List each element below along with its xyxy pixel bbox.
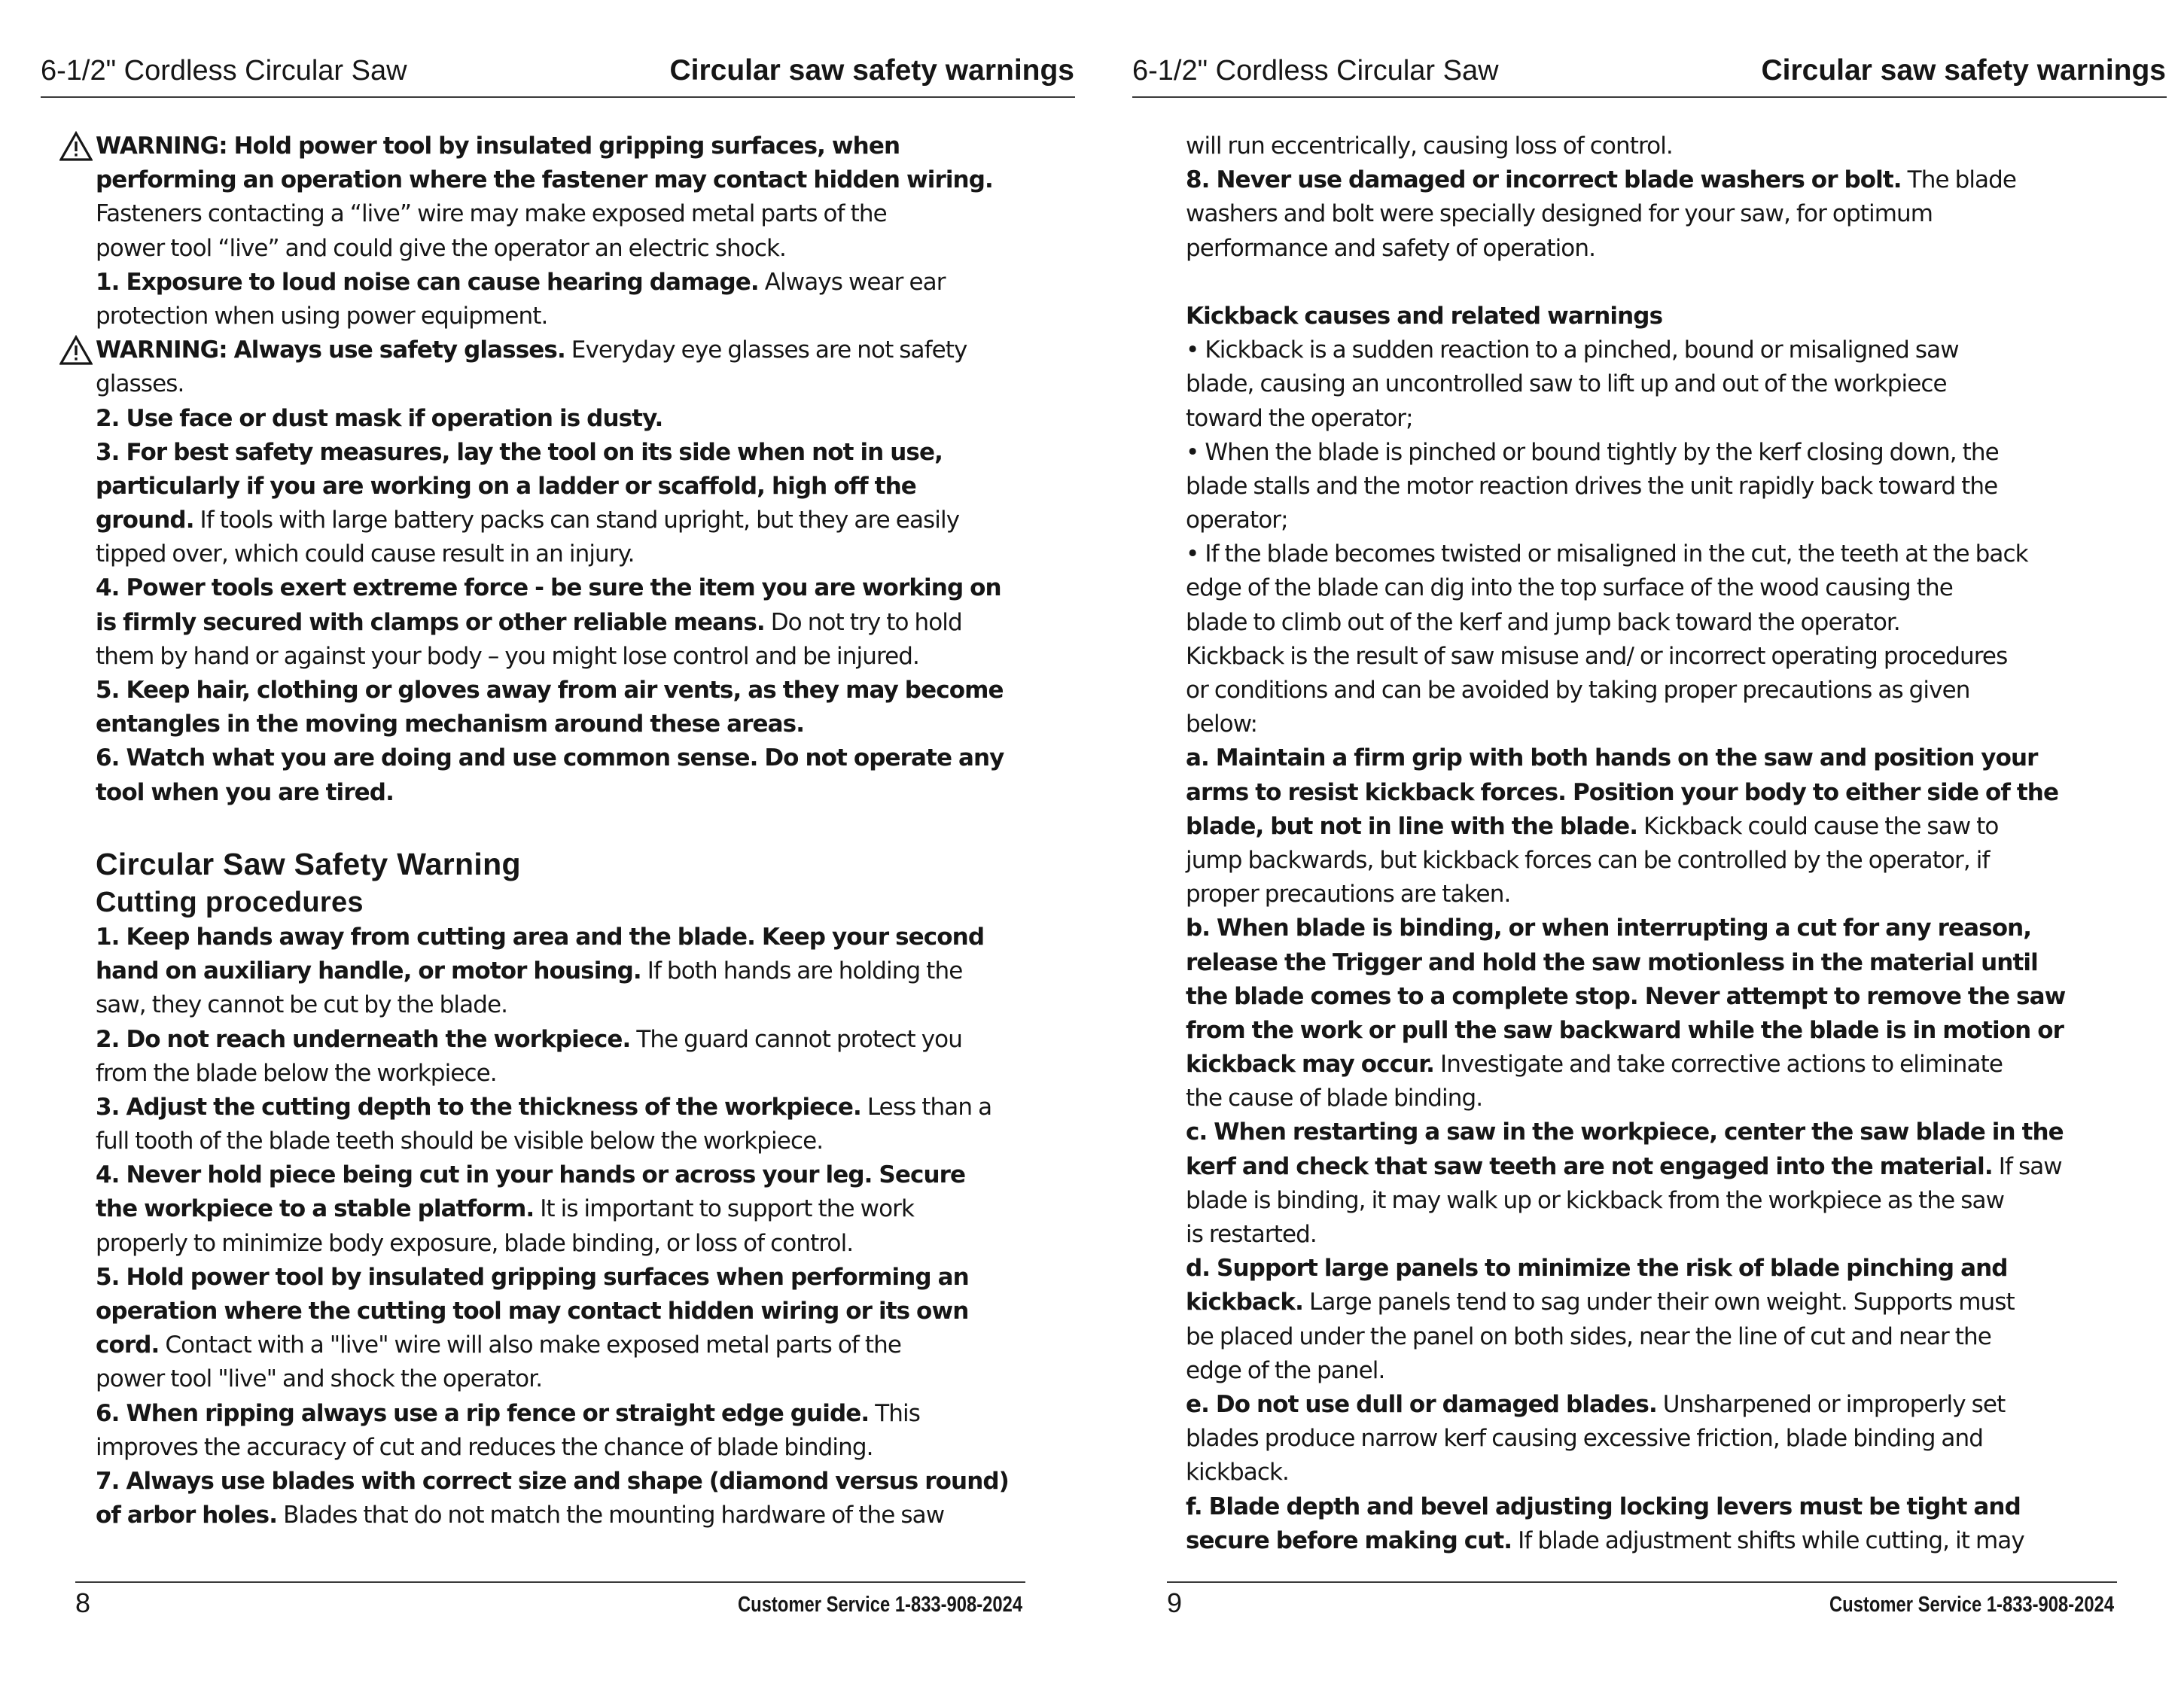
text-line: [96, 129, 1009, 163]
text-line: [1186, 741, 2065, 775]
text-line: [1186, 1524, 2065, 1558]
bold-run: performing an operation where the fastener may contact hidden wiring.: [96, 166, 993, 194]
text-line: [1186, 980, 2065, 1014]
text-line: [96, 640, 1009, 674]
bold-run: 7. Always use blades with correct size and shape (diamond versus round): [96, 1467, 1009, 1495]
text-line: [1186, 504, 2065, 537]
text-line: [96, 571, 1009, 605]
text-line: [96, 436, 1009, 470]
right-page: [1092, 0, 2183, 1689]
bold-run: a. Maintain a firm grip with both hands on the saw and position your: [1186, 744, 2038, 772]
bold-run: WARNING: Hold power tool by insulated gripping surfaces, when: [96, 132, 900, 160]
text-line: [1186, 470, 2065, 504]
text-line: [96, 606, 1009, 640]
bold-run: 8. Never use damaged or incorrect blade washers or bolt.: [1186, 166, 1902, 194]
text-line: [1186, 266, 2065, 300]
text-run: the cause of blade binding.: [1186, 1085, 1483, 1112]
text-run: be placed under the panel on both sides, near the line of cut and near the: [1186, 1322, 1991, 1350]
text-line: [1186, 367, 2065, 401]
text-run: properly to minimize body exposure, blade binding, or loss of control.: [96, 1229, 854, 1257]
bold-run: secure before making cut.: [1186, 1526, 1512, 1554]
footer-rule: [1167, 1581, 2117, 1583]
bold-run: cord.: [96, 1331, 160, 1359]
bold-run: kickback.: [1186, 1289, 1304, 1316]
text-line: [96, 1362, 1009, 1396]
text-run: power tool "live" and shock the operator.: [96, 1365, 543, 1393]
section-subtitle: Cutting procedures: [96, 886, 364, 918]
bold-run: particularly if you are working on a ladder or scaffold, high off the: [96, 472, 916, 500]
bold-run: 2. Use face or dust mask if operation is dusty.: [96, 404, 663, 432]
bold-run: the workpiece to a stable platform.: [96, 1195, 535, 1223]
text-line: [96, 1431, 1009, 1465]
text-line: [1186, 1422, 2065, 1456]
text-line: [96, 232, 1009, 266]
text-line: [96, 537, 1009, 571]
bold-run: ground.: [96, 507, 194, 534]
text-run: blade, causing an uncontrolled saw to lift up and out of the workpiece: [1186, 370, 1947, 398]
bold-run: 1. Exposure to loud noise can cause hearing damage.: [96, 268, 759, 296]
text-line: [96, 674, 1009, 708]
text-run: If both hands are holding the: [641, 957, 963, 985]
text-line: [96, 1192, 1009, 1226]
text-line: [96, 163, 1009, 197]
text-run: • When the blade is pinched or bound tightly by the kerf closing down, the: [1186, 438, 1999, 466]
text-run: blade to climb out of the kerf and jump back toward the operator.: [1186, 608, 1900, 636]
text-run: operator;: [1186, 507, 1288, 534]
text-line: [96, 954, 1009, 988]
bold-run: 5. Keep hair, clothing or gloves away from air vents, as they may become: [96, 677, 1004, 704]
text-run: It is important to support the work: [534, 1195, 915, 1223]
text-line: [1186, 946, 2065, 980]
bold-run: d. Support large panels to minimize the risk of blade pinching and: [1186, 1255, 2008, 1283]
text-line: [1186, 1456, 2065, 1490]
text-line: [1186, 1354, 2065, 1388]
text-line: [96, 708, 1009, 741]
text-line: [96, 197, 1009, 231]
text-line: [1186, 606, 2065, 640]
text-line: [1186, 1115, 2065, 1149]
header-product-title: 6-1/2" Cordless Circular Saw: [1132, 55, 1499, 87]
header-rule: [1132, 96, 2167, 98]
text-run: blade stalls and the motor reaction drives the unit rapidly back toward the: [1186, 472, 1998, 500]
text-line: [96, 1261, 1009, 1295]
text-line: [96, 1465, 1009, 1499]
text-line: [1186, 197, 2065, 231]
footer-rule: [75, 1581, 1025, 1583]
bold-run: kickback may occur.: [1186, 1051, 1435, 1079]
text-line: [1186, 300, 2065, 333]
text-line: [96, 1397, 1009, 1431]
text-run: power tool “live” and could give the operator an electric shock.: [96, 234, 787, 262]
text-run: Kickback is the result of saw misuse and/ or incorrect operating procedures: [1186, 642, 2008, 670]
section-title: Circular Saw Safety Warning: [96, 846, 521, 881]
text-line: [96, 1499, 1009, 1532]
text-run: edge of the panel.: [1186, 1356, 1385, 1384]
text-line: [1186, 1218, 2065, 1252]
text-run: below:: [1186, 711, 1258, 738]
left-cutting-procedures: [96, 921, 1009, 1532]
text-run: • If the blade becomes twisted or misaligned in the cut, the teeth at the back: [1186, 540, 2028, 568]
text-line: [96, 1158, 1009, 1192]
text-run: toward the operator;: [1186, 404, 1413, 432]
left-paragraphs-top: [96, 129, 1009, 810]
text-line: [1186, 878, 2065, 911]
text-line: [1186, 163, 2065, 197]
text-line: [96, 776, 1009, 810]
text-line: [96, 1124, 1009, 1158]
text-line: [1186, 436, 2065, 470]
header-section-title: Circular saw safety warnings: [1761, 54, 2166, 87]
bold-run: 6. Watch what you are doing and use common sense. Do not operate any: [96, 744, 1004, 772]
text-run: If blade adjustment shifts while cutting, it may: [1512, 1526, 2024, 1554]
text-line: [1186, 776, 2065, 810]
text-line: [96, 1328, 1009, 1362]
text-line: [1186, 129, 2065, 163]
text-line: [1186, 1184, 2065, 1218]
text-line: [1186, 844, 2065, 878]
bold-run: of arbor holes.: [96, 1502, 278, 1529]
bold-run: the blade comes to a complete stop. Never attempt to remove the saw: [1186, 982, 2066, 1010]
text-line: [96, 988, 1009, 1022]
text-line: [1186, 674, 2065, 708]
text-line: [96, 921, 1009, 954]
text-run: them by hand or against your body – you might lose control and be injured.: [96, 642, 920, 670]
text-line: [1186, 537, 2065, 571]
text-run: Fasteners contacting a “live” wire may make exposed metal parts of the: [96, 200, 887, 228]
bold-run: hand on auxiliary handle, or motor housing.: [96, 957, 641, 985]
text-run: Investigate and take corrective actions to eliminate: [1434, 1051, 2003, 1079]
text-line: [96, 470, 1009, 504]
bold-run: 5. Hold power tool by insulated gripping surfaces when performing an: [96, 1263, 969, 1291]
text-line: [1186, 1388, 2065, 1422]
bold-run: from the work or pull the saw backward while the blade is in motion or: [1186, 1016, 2064, 1044]
text-run: protection when using power equipment.: [96, 302, 548, 330]
bold-run: Kickback causes and related warnings: [1186, 302, 1663, 330]
text-line: [96, 1057, 1009, 1091]
page-number: 8: [75, 1587, 91, 1618]
text-line: [96, 266, 1009, 300]
header-section-title: Circular saw safety warnings: [669, 54, 1074, 87]
text-run: saw, they cannot be cut by the blade.: [96, 991, 508, 1019]
text-run: Always wear ear: [758, 268, 946, 296]
text-line: [96, 504, 1009, 537]
text-line: [96, 1295, 1009, 1328]
bold-run: e. Do not use dull or damaged blades.: [1186, 1390, 1657, 1418]
text-run: from the blade below the workpiece.: [96, 1059, 497, 1087]
bold-run: WARNING: Always use safety glasses.: [96, 336, 565, 364]
text-run: Everyday eye glasses are not safety: [565, 336, 967, 364]
text-line: [1186, 1150, 2065, 1184]
bold-run: entangles in the moving mechanism around these areas.: [96, 711, 805, 738]
text-run: The blade: [1901, 166, 2017, 194]
bold-run: 4. Power tools exert extreme force - be sure the item you are working on: [96, 574, 1001, 602]
text-line: [96, 1227, 1009, 1261]
text-line: [96, 741, 1009, 775]
customer-service-line: Customer Service 1-833-908-2024: [1829, 1593, 2114, 1617]
bold-run: f. Blade depth and bevel adjusting locking levers must be tight and: [1186, 1493, 2021, 1520]
text-run: • Kickback is a sudden reaction to a pinched, bound or misaligned saw: [1186, 336, 1959, 364]
bold-run: tool when you are tired.: [96, 778, 394, 806]
bold-run: is firmly secured with clamps or other reliable means.: [96, 608, 765, 636]
header-rule: [41, 96, 1075, 98]
text-run: jump backwards, but kickback forces can be controlled by the operator, if: [1186, 846, 1990, 874]
text-line: [1186, 1320, 2065, 1354]
right-body-text: [1186, 129, 2065, 1558]
text-line: [96, 402, 1009, 436]
page-number: 9: [1167, 1587, 1183, 1618]
text-line: [1186, 911, 2065, 945]
text-line: [96, 1091, 1009, 1124]
text-run: performance and safety of operation.: [1186, 234, 1596, 262]
text-run: Large panels tend to sag under their own weight. Supports must: [1303, 1289, 2015, 1316]
warning-triangle-icon: [59, 131, 93, 161]
text-run: or conditions and can be avoided by taking proper precautions as given: [1186, 677, 1970, 704]
text-line: [1186, 232, 2065, 266]
bold-run: 3. Adjust the cutting depth to the thickness of the workpiece.: [96, 1093, 861, 1121]
bold-run: blade, but not in line with the blade.: [1186, 812, 1638, 840]
text-run: If tools with large battery packs can stand upright, but they are easily: [193, 507, 960, 534]
text-line: [1186, 333, 2065, 367]
text-run: This: [869, 1399, 920, 1427]
bold-run: b. When blade is binding, or when interrupting a cut for any reason,: [1186, 914, 2032, 942]
text-run: Kickback could cause the saw to: [1637, 812, 1999, 840]
text-line: [1186, 640, 2065, 674]
text-run: Unsharpened or improperly set: [1656, 1390, 2006, 1418]
text-line: [1186, 402, 2065, 436]
text-run: tipped over, which could cause result in an injury.: [96, 540, 635, 568]
bold-run: 2. Do not reach underneath the workpiece.: [96, 1025, 631, 1053]
header-product-title: 6-1/2" Cordless Circular Saw: [41, 55, 407, 87]
text-run: If saw: [1992, 1152, 2062, 1180]
text-line: [1186, 810, 2065, 844]
text-line: [1186, 571, 2065, 605]
bold-run: 4. Never hold piece being cut in your hands or across your leg. Secure: [96, 1161, 966, 1189]
text-line: [1186, 1490, 2065, 1524]
text-run: blades produce narrow kerf causing excessive friction, blade binding and: [1186, 1425, 1984, 1453]
text-line: [1186, 708, 2065, 741]
text-line: [1186, 1014, 2065, 1048]
text-line: [1186, 1082, 2065, 1115]
text-run: washers and bolt were specially designed for your saw, for optimum: [1186, 200, 1933, 228]
text-run: glasses.: [96, 370, 184, 398]
bold-run: kerf and check that saw teeth are not engaged into the material.: [1186, 1152, 1993, 1180]
warning-triangle-icon: [59, 335, 93, 365]
text-run: Contact with a "live" wire will also make exposed metal parts of the: [159, 1331, 902, 1359]
text-line: [96, 333, 1009, 367]
text-run: full tooth of the blade teeth should be visible below the workpiece.: [96, 1128, 824, 1155]
text-line: [1186, 1252, 2065, 1286]
text-line: [96, 1023, 1009, 1057]
right-paragraphs: [1186, 129, 2065, 1558]
text-run: is restarted.: [1186, 1221, 1317, 1248]
text-run: Do not try to hold: [764, 608, 962, 636]
text-line: [1186, 1286, 2065, 1319]
text-run: improves the accuracy of cut and reduces the chance of blade binding.: [96, 1433, 873, 1461]
text-run: will run eccentrically, causing loss of control.: [1186, 132, 1673, 160]
text-run: Blades that do not match the mounting hardware of the saw: [277, 1502, 945, 1529]
customer-service-line: Customer Service 1-833-908-2024: [737, 1593, 1022, 1617]
left-body-text: [96, 129, 1009, 1532]
text-line: [96, 367, 1009, 401]
text-run: edge of the blade can dig into the top surface of the wood causing the: [1186, 574, 1953, 602]
bold-run: c. When restarting a saw in the workpiece, center the saw blade in the: [1186, 1118, 2064, 1146]
text-run: proper precautions are taken.: [1186, 881, 1511, 908]
text-run: Less than a: [861, 1093, 992, 1121]
text-line: [1186, 1048, 2065, 1082]
bold-run: 3. For best safety measures, lay the tool on its side when not in use,: [96, 438, 943, 466]
bold-run: release the Trigger and hold the saw motionless in the material until: [1186, 948, 2038, 976]
bold-run: 1. Keep hands away from cutting area and the blade. Keep your second: [96, 923, 985, 951]
text-run: blade is binding, it may walk up or kickback from the workpiece as the saw: [1186, 1186, 2005, 1214]
text-run: kickback.: [1186, 1459, 1289, 1487]
text-line: [96, 300, 1009, 333]
text-run: The guard cannot protect you: [630, 1025, 962, 1053]
bold-run: 6. When ripping always use a rip fence or straight edge guide.: [96, 1399, 870, 1427]
bold-run: arms to resist kickback forces. Position your body to either side of the: [1186, 778, 2059, 806]
bold-run: operation where the cutting tool may contact hidden wiring or its own: [96, 1298, 969, 1325]
